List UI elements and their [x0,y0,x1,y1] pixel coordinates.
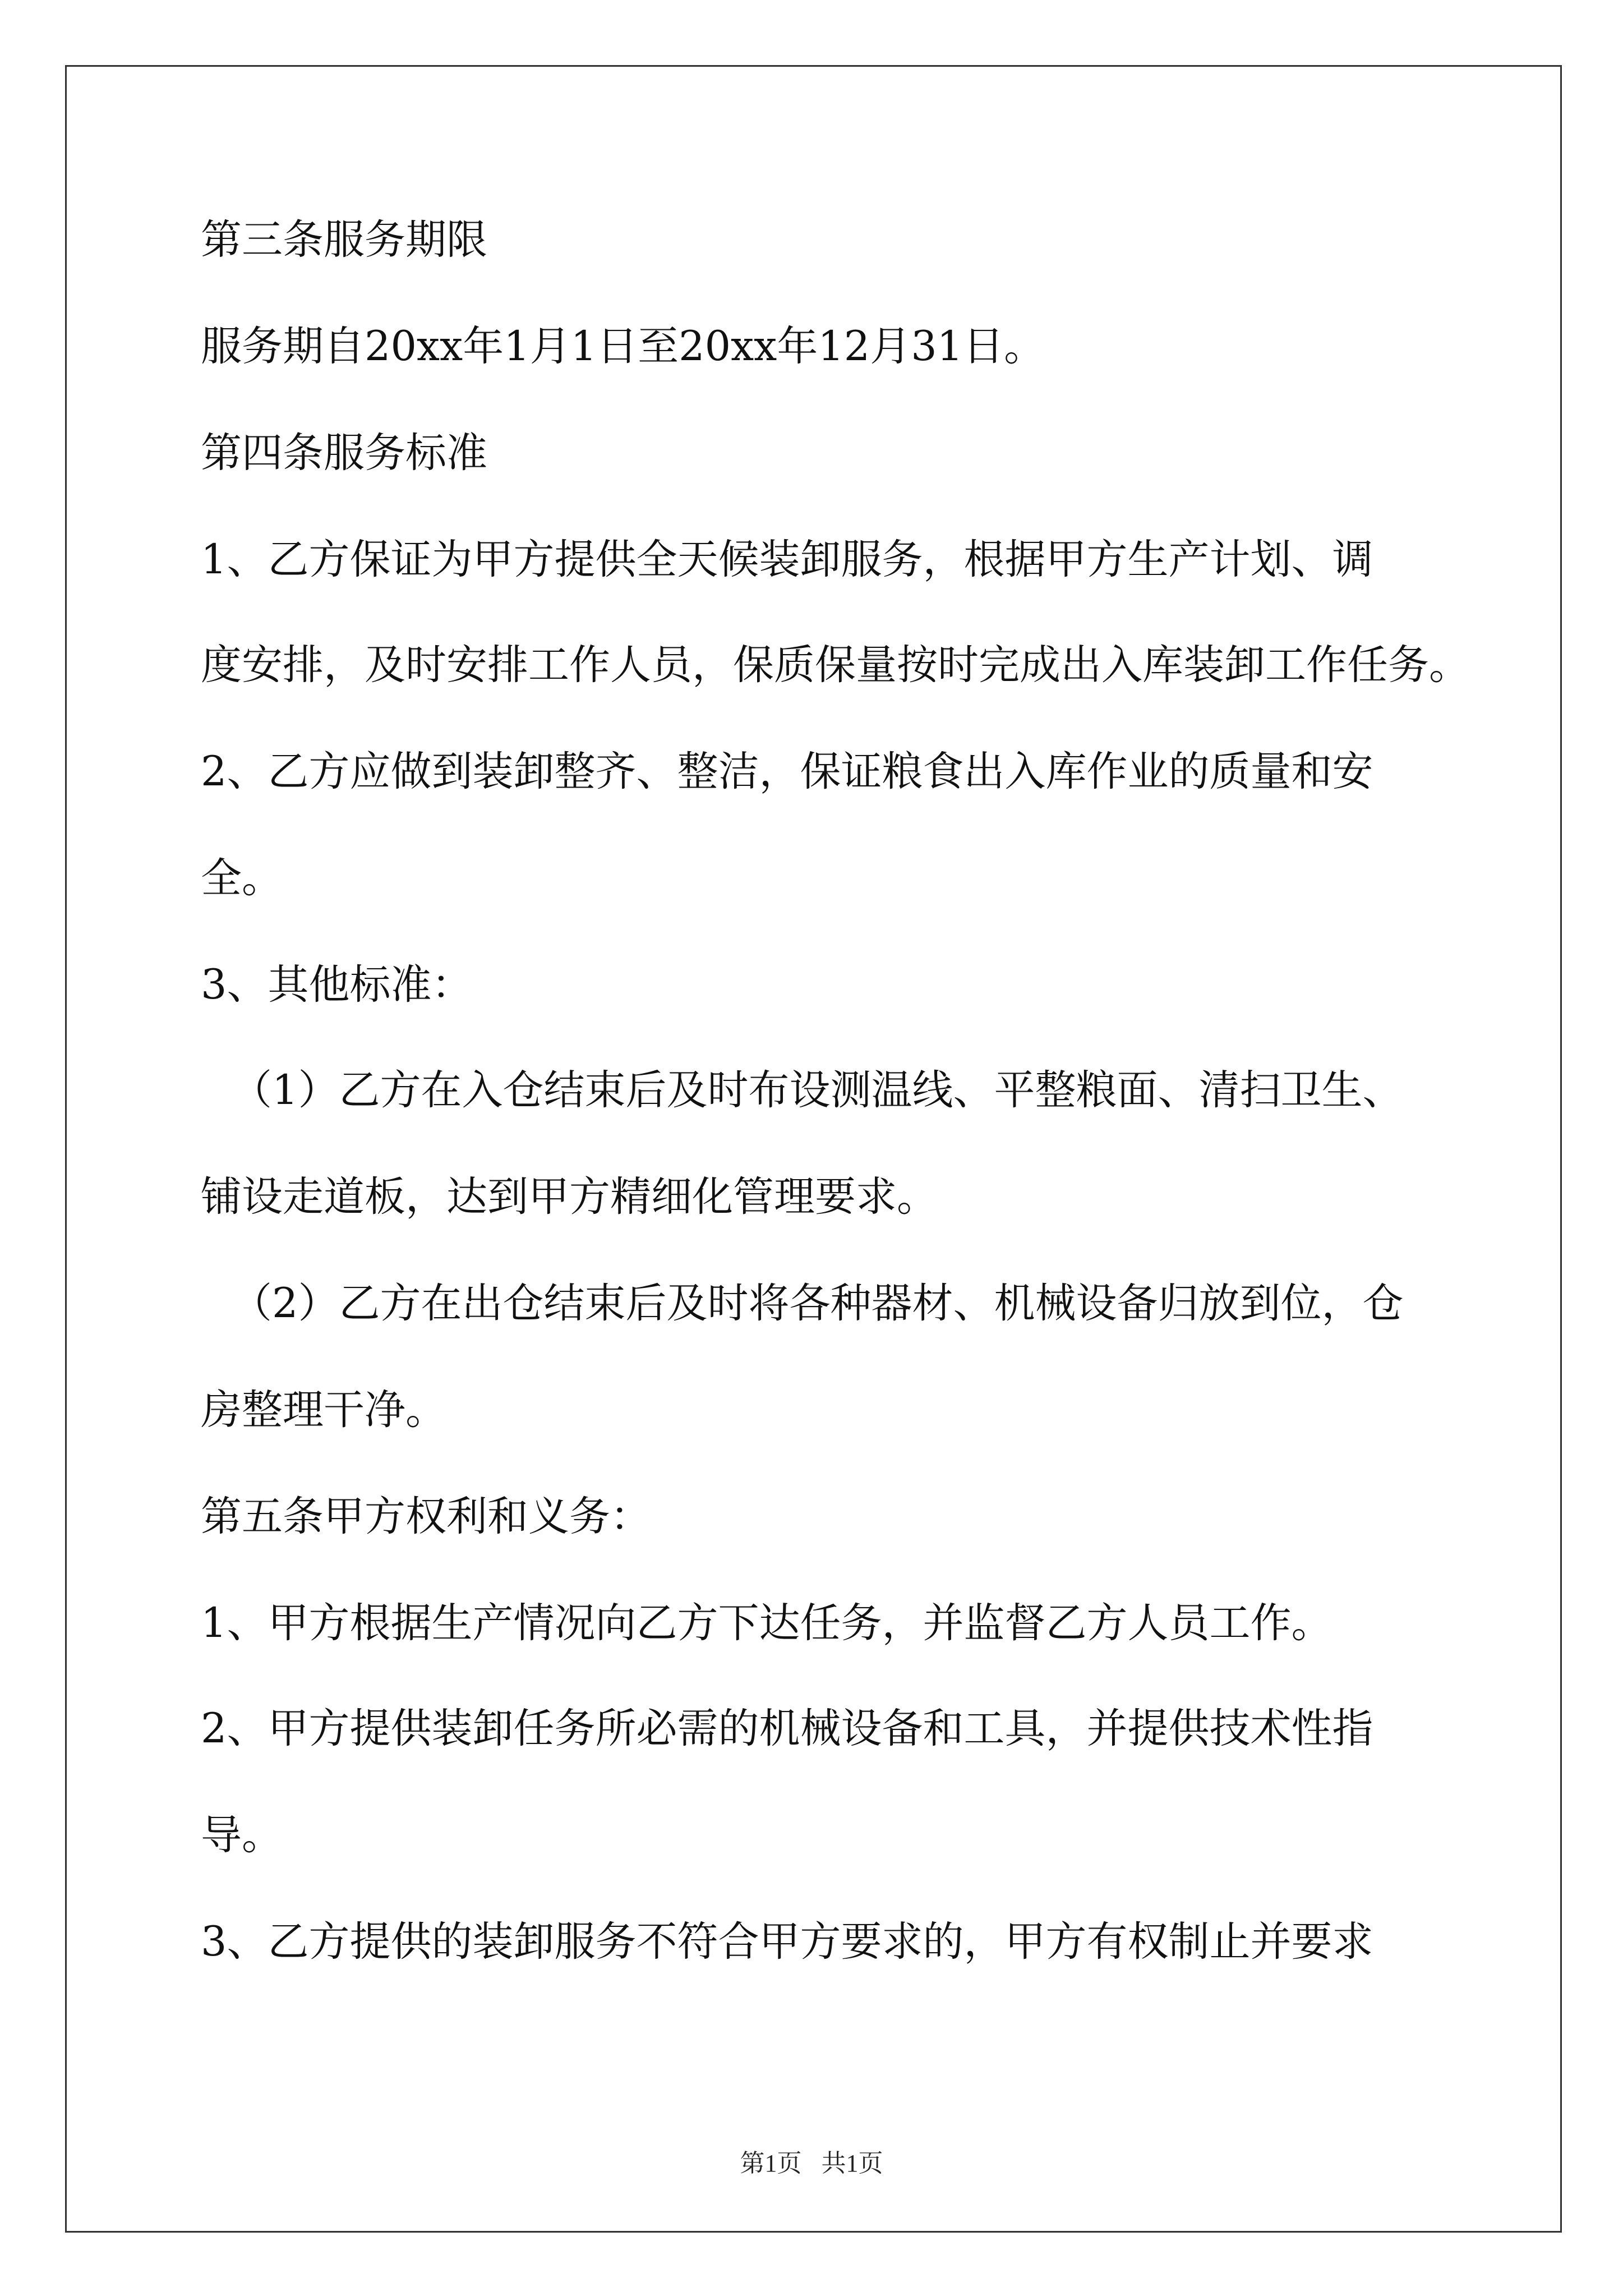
paragraph-item-2-line-2: 全。 [201,854,283,902]
paragraph-item-1-line-2: 度安排，及时安排工作人员，保质保量按时完成出入库装卸工作任务。 [201,641,1470,689]
page-number-total: 共1页 [821,2150,883,2177]
page-number-current: 第1页 [740,2150,802,2177]
paragraph-item-1-line-1: 1、乙方保证为甲方提供全天候装卸服务，根据甲方生产计划、调 [201,536,1373,583]
heading-article-3: 第三条服务期限 [201,216,487,264]
paragraph-partya-item-2-line-2: 导。 [201,1811,283,1859]
paragraph-item-2-line-1: 2、乙方应做到装卸整齐、整洁，保证粮食出入库作业的质量和安 [201,748,1373,795]
paragraph-partya-item-2-line-1: 2、甲方提供装卸任务所必需的机械设备和工具，并提供技术性指 [201,1705,1373,1752]
page-footer [0,2143,1623,2179]
paragraph-sub-2-line-2: 房整理干净。 [201,1386,446,1434]
heading-article-4: 第四条服务标准 [201,429,487,477]
paragraph-item-3: 3、其他标准： [201,961,473,1009]
paragraph-service-period: 服务期自20xx年1月1日至20xx年12月31日。 [201,323,1045,370]
paragraph-partya-item-3: 3、乙方提供的装卸服务不符合甲方要求的，甲方有权制止并要求 [201,1918,1373,1966]
page-border [65,65,1562,2233]
heading-article-5: 第五条甲方权利和义务： [201,1493,651,1540]
paragraph-sub-1-line-2: 铺设走道板，达到甲方精细化管理要求。 [201,1173,938,1221]
paragraph-sub-2-line-1: （2）乙方在出仓结束后及时将各种器材、机械设备归放到位，仓 [231,1280,1404,1327]
paragraph-partya-item-1: 1、甲方根据生产情况向乙方下达任务，并监督乙方人员工作。 [201,1599,1332,1647]
paragraph-sub-1-line-1: （1）乙方在入仓结束后及时布设测温线、平整粮面、清扫卫生、 [231,1066,1404,1114]
